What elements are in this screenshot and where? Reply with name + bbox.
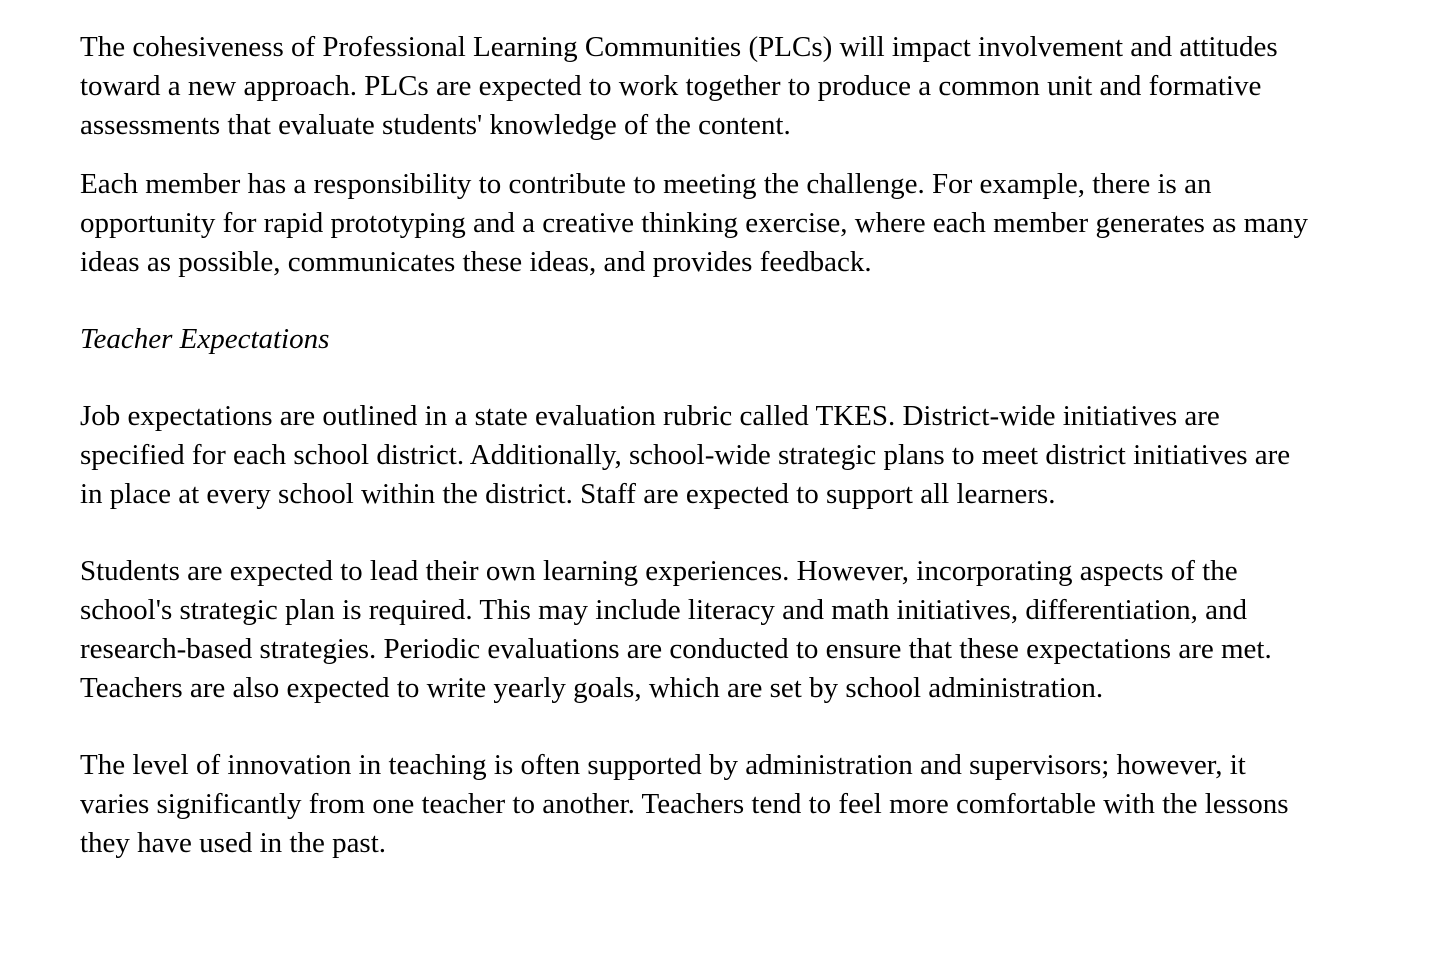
- paragraph-plc-cohesiveness: The cohesiveness of Professional Learning Communities (PLCs) will impact involvement and attitudes toward a new approach. PLCs are expected to work together to produce a common unit and formative assessments that evaluate students' knowledge of the content.: [80, 31, 1278, 141]
- section-heading: Teacher Expectations: [80, 323, 330, 355]
- paragraph-student-expectations: Students are expected to lead their own learning experiences. However, incorporating aspects of the school's strategic plan is required. This may include literacy and math initiatives, differentiation, and research-based strategies. Periodic evaluations are conducted to ensure that these expectations are met. Teachers are also expected to write yearly goals, which are set by school administration.: [80, 555, 1272, 704]
- paragraph-member-responsibility: Each member has a responsibility to contribute to meeting the challenge. For example, there is an opportunity for rapid prototyping and a creative thinking exercise, where each member generates as many ideas as possible, communicates these ideas, and provides feedback.: [80, 168, 1309, 278]
- paragraph-innovation-level: The level of innovation in teaching is often supported by administration and supervisors; however, it varies significantly from one teacher to another. Teachers tend to feel more comfortable with the lessons they have used in the past.: [80, 749, 1289, 859]
- document-body: [80, 28, 1310, 863]
- paragraph-job-expectations: Job expectations are outlined in a state evaluation rubric called TKES. District-wide initiatives are specified for each school district. Additionally, school-wide strategic plans to meet district initiatives are in place at every school within the district. Staff are expected to support all learners.: [80, 400, 1291, 510]
